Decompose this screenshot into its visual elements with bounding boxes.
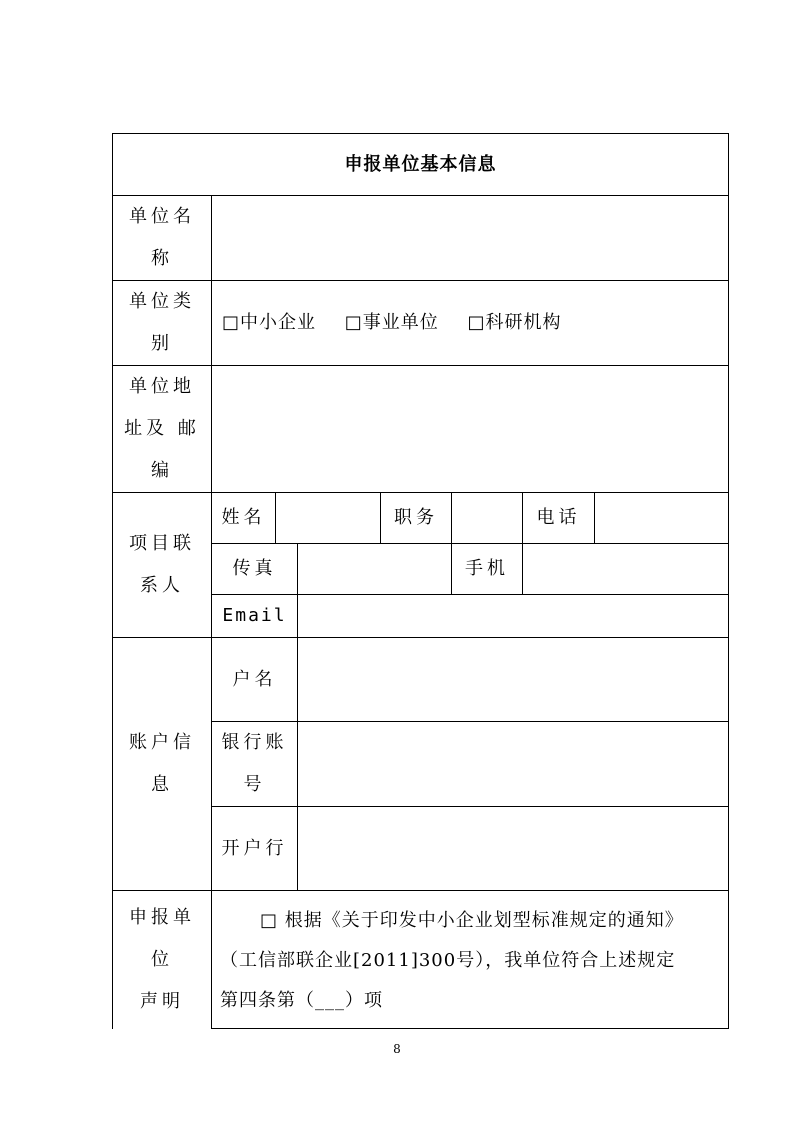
contact-email-label: Email	[212, 595, 298, 638]
bank-account-label: 银行账 号	[212, 722, 298, 807]
contact-mobile-field[interactable]	[523, 544, 729, 595]
unit-name-label: 单位名 称	[113, 196, 212, 281]
contact-position-field[interactable]	[452, 493, 523, 544]
option-public-institution-checkbox[interactable]: □事业单位	[344, 312, 439, 333]
unit-address-label: 单位地 址及 邮 编	[113, 366, 212, 493]
contact-position-label: 职务	[381, 493, 452, 544]
unit-type-options	[212, 281, 729, 366]
option-sme-checkbox[interactable]: □中小企业	[222, 312, 317, 333]
option-research-institute-checkbox[interactable]: □科研机构	[467, 312, 562, 333]
contact-fax-field[interactable]	[298, 544, 452, 595]
declaration-text: □ 根据《关于印发中小企业划型标准规定的通知》 （工信部联企业[2011]300号），我单位符合上述规定 第四条第（___）项	[212, 891, 729, 1029]
contact-name-label: 姓名	[212, 493, 276, 544]
bank-name-field[interactable]	[298, 807, 729, 891]
account-info-label: 账户信 息	[113, 638, 212, 891]
contact-label: 项目联 系人	[113, 493, 212, 638]
bank-account-field[interactable]	[298, 722, 729, 807]
account-holder-label: 户名	[212, 638, 298, 722]
contact-phone-field[interactable]	[595, 493, 729, 544]
form-title: 申报单位基本信息	[113, 134, 729, 196]
application-info-table	[112, 133, 729, 1029]
contact-phone-label: 电话	[523, 493, 595, 544]
unit-address-field[interactable]	[212, 366, 729, 493]
unit-name-field[interactable]	[212, 196, 729, 281]
contact-email-field[interactable]	[298, 595, 729, 638]
contact-fax-label: 传真	[212, 544, 298, 595]
unit-type-label: 单位类 别	[113, 281, 212, 366]
bank-name-label: 开户行	[212, 807, 298, 891]
page-number: 8	[393, 1042, 401, 1056]
contact-mobile-label: 手机	[452, 544, 523, 595]
account-holder-field[interactable]	[298, 638, 729, 722]
declaration-checkbox-line[interactable]: □ 根据《关于印发中小企业划型标准规定的通知》	[260, 909, 684, 931]
declaration-item-blank[interactable]: 第四条第（___）项	[220, 989, 383, 1011]
contact-name-field[interactable]	[276, 493, 381, 544]
declaration-label: 申报单 位 声明	[113, 891, 212, 1029]
